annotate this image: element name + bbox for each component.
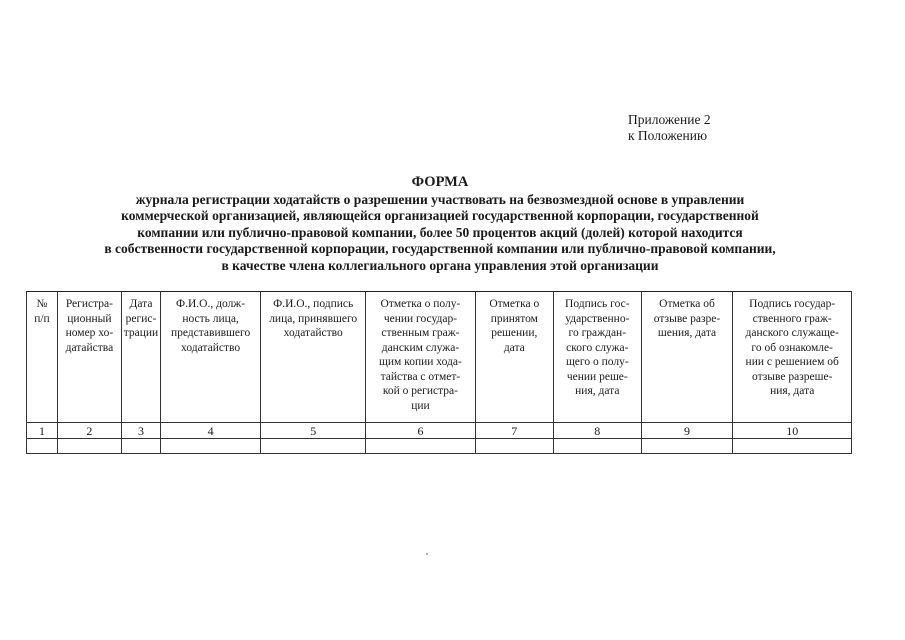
title-line: коммерческой организацией, являющейся организацией государственной корпорации, государственной [121,208,759,223]
column-number: 8 [553,423,641,439]
column-header-line: ходатайство [181,341,241,354]
empty-cell[interactable] [733,439,852,454]
column-header-line: ния, дата [770,385,815,397]
column-header-line: Отметка об [659,298,715,310]
appendix-line: Приложение 2 [628,112,711,127]
column-header [553,292,641,423]
column-number: 2 [57,423,121,439]
column-header [57,292,121,423]
column-header-line: Подпись государ- [749,298,836,310]
column-header-line: данским служа- [381,341,460,354]
column-header [641,292,733,423]
column-header-line: № [36,298,48,310]
column-number: 6 [366,423,475,439]
column-number: 5 [261,423,366,439]
empty-cell[interactable] [261,439,366,454]
column-header-line: тайства с отмет- [380,370,461,383]
column-header [27,292,58,423]
column-header-line: го граждан- [568,327,627,339]
empty-cell[interactable] [641,439,733,454]
column-header-line: лица, принявшего [269,312,358,325]
column-header-line: представившего [170,327,251,339]
column-header-line: номер хо- [65,327,114,339]
empty-cell[interactable] [475,439,553,454]
appendix-line: к Положению [628,128,708,143]
column-header [733,292,852,423]
column-header-line: ственным граж- [381,327,460,339]
column-header-line: щим копии хода- [379,356,462,368]
title-line: компании или публично-правовой компании, более 50 процентов акций (долей) которой находится [137,224,743,240]
column-header-line: Дата [129,298,153,310]
empty-cell[interactable] [366,439,475,454]
document-title [40,174,840,274]
column-number-row [27,423,852,439]
column-number: 3 [121,423,160,439]
empty-cell[interactable] [57,439,121,454]
column-header-line: регис- [125,312,157,325]
appendix-note [628,112,711,144]
empty-cell[interactable] [553,439,641,454]
column-header-line: Отметка о [489,298,540,310]
table-header-row [27,292,852,423]
empty-entry-row [27,439,852,454]
column-header-line: чении реше- [566,370,628,383]
column-header-line: щего о полу- [565,356,629,368]
column-header-line: ского служа- [566,341,629,354]
journal-table [26,291,852,454]
empty-cell[interactable] [161,439,261,454]
title-line: в качестве члена коллегиального органа управления этой организации [221,257,659,273]
column-header-line: Ф.И.О., долж- [176,298,246,310]
column-header-line: ность лица, [182,312,239,325]
column-number: 10 [733,423,852,439]
column-header [366,292,475,423]
empty-cell[interactable] [121,439,160,454]
column-header-line: ственного граж- [752,312,832,325]
empty-cell[interactable] [27,439,58,454]
column-header-line: отзыве разреше- [751,370,833,383]
column-number: 9 [641,423,733,439]
column-header-line: п/п [34,312,50,325]
column-header-line: ционный [67,312,112,325]
column-header-line: данского служаще- [745,327,839,339]
column-header-line: принятом [490,312,538,325]
title-line: в собственности государственной корпорации, государственной компании или публично-правовой компании, [104,241,776,256]
column-header-line: ния, дата [575,385,620,397]
column-header-line: шения, дата [657,327,717,339]
column-header-line: ходатайство [283,327,343,339]
column-header [475,292,553,423]
column-header-line: чении государ- [383,312,458,325]
column-header-line: Подпись гос- [565,298,630,310]
column-header-line: ударственно- [565,312,630,325]
column-header-line: кой о регистра- [382,385,458,397]
column-number: 7 [475,423,553,439]
column-header-line: отзыве разре- [653,312,721,325]
column-header [161,292,261,423]
column-number: 4 [161,423,261,439]
column-header-line: го об ознакомле- [751,341,833,354]
column-header-line: Ф.И.О., подпись [273,298,354,310]
form-heading: ФОРМА [411,174,469,190]
column-header-line: ции [411,399,430,412]
column-header-line: дата [503,341,525,354]
column-header [261,292,366,423]
column-header-line: Отметка о полу- [380,298,461,310]
column-header [121,292,160,423]
column-header-line: решении, [491,327,538,339]
column-header-line: нии с решением об [745,356,839,368]
scan-speck [426,553,428,555]
column-header-line: Регистра- [65,298,113,310]
column-header-line: трации [123,327,159,339]
title-line: журнала регистрации ходатайств о разрешении участвовать на безвозмездной основе в управлении [135,191,745,207]
column-number: 1 [27,423,58,439]
column-header-line: датайства [65,341,114,354]
